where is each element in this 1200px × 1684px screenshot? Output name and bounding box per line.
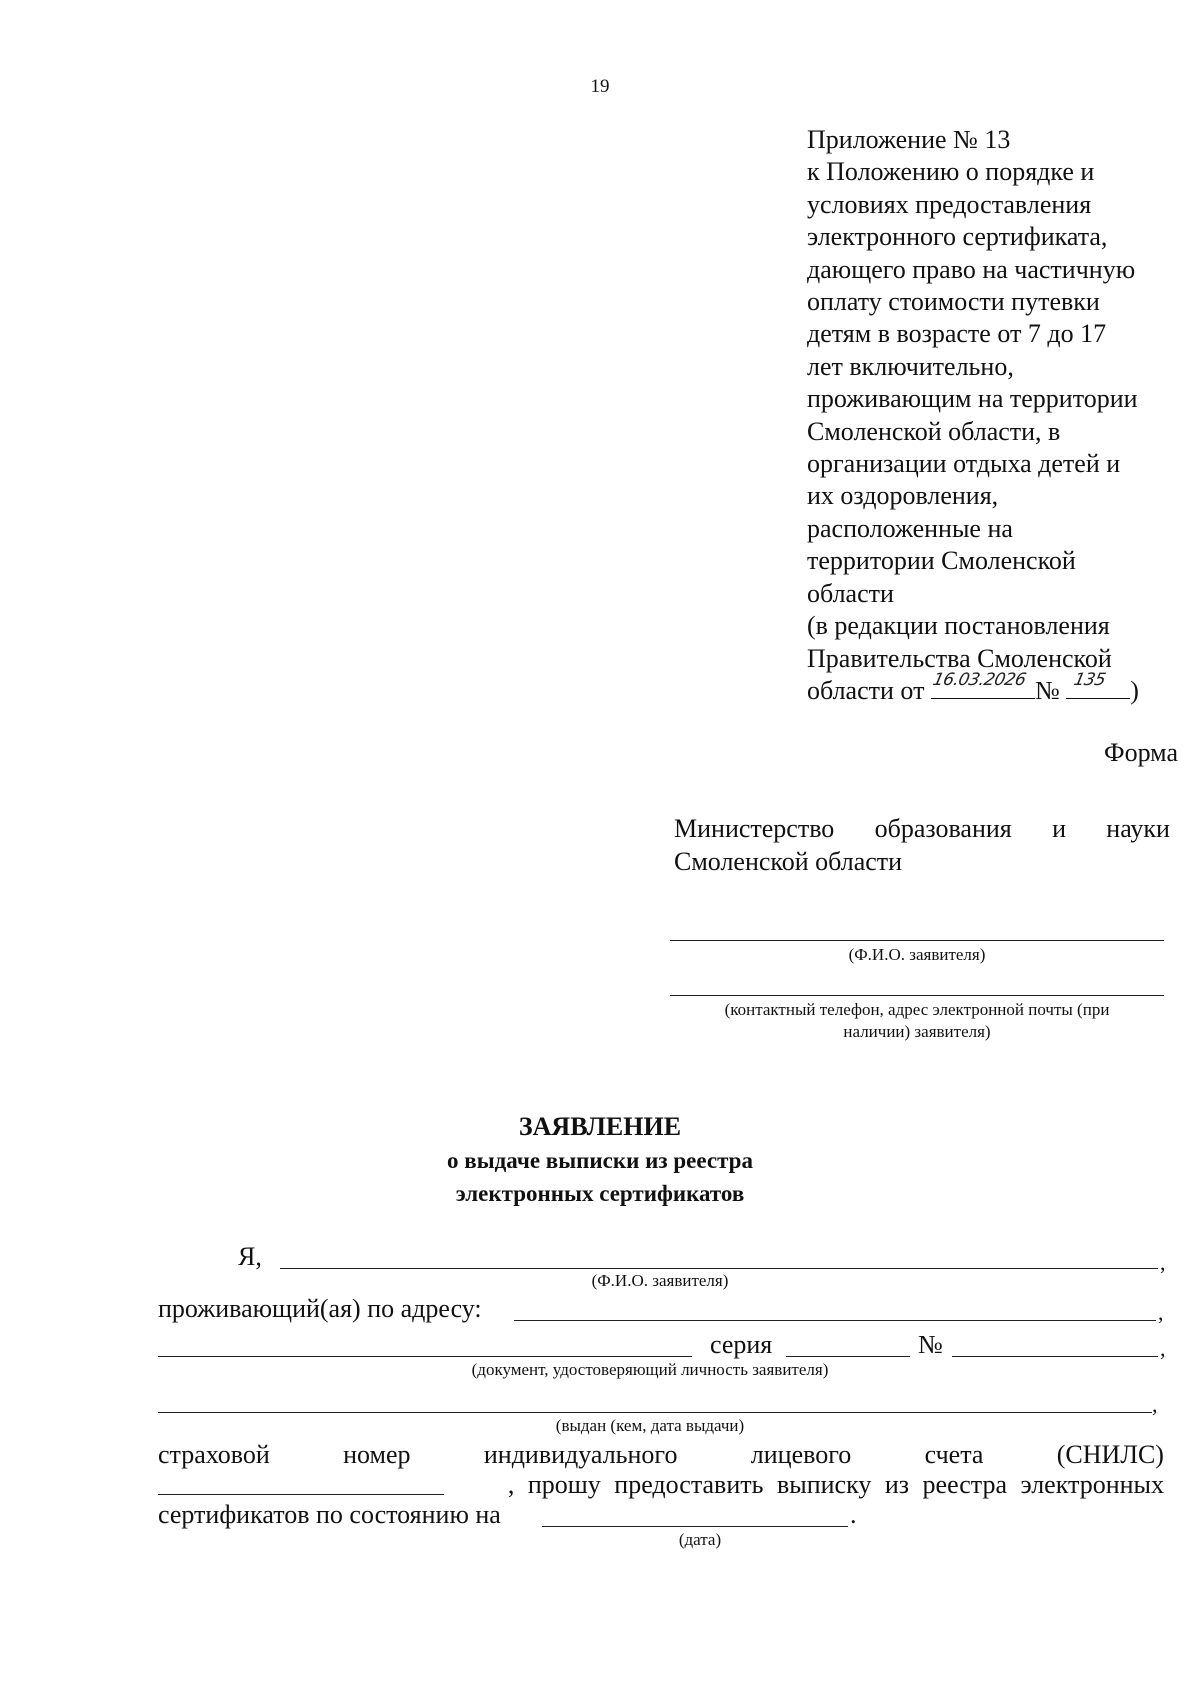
appendix-line: Правительства Смоленской — [807, 643, 1112, 673]
series-label: серия — [710, 1330, 773, 1359]
appendix-line: Смоленской области, в — [807, 416, 1061, 446]
snils-word: страховой — [158, 1440, 270, 1469]
comma: , — [1152, 1392, 1158, 1417]
state-date-field[interactable] — [542, 1526, 848, 1527]
form-label: Форма — [1104, 738, 1178, 767]
appendix-line: Приложение № 13 — [807, 125, 1011, 154]
document-title — [0, 1110, 1200, 1210]
appendix-line: расположенные на — [807, 513, 1013, 543]
contact-line — [670, 995, 1164, 996]
snils-line — [158, 1440, 1164, 1470]
contact-caption-1: (контактный телефон, адрес электронной почты (при — [724, 1000, 1110, 1019]
addressee — [674, 812, 1170, 878]
title-line-3: электронных сертификатов — [455, 1181, 745, 1206]
address-label: проживающий(ая) по адресу: — [158, 1294, 482, 1323]
snils-word: счета — [924, 1440, 984, 1469]
i-label: Я, — [238, 1242, 262, 1271]
document-number-field[interactable] — [952, 1356, 1158, 1357]
appendix-line: области — [807, 578, 894, 608]
addressee-word: Министерство — [674, 814, 835, 843]
resolution-number-field — [1066, 669, 1130, 699]
issued-by-field[interactable] — [158, 1412, 1152, 1413]
applicant-fio-caption: (Ф.И.О. заявителя) — [848, 945, 986, 964]
period: . — [850, 1500, 857, 1529]
comma: , — [1160, 1336, 1166, 1361]
handwritten-number: 135 — [1072, 669, 1108, 690]
appendix-line: лет включительно, — [807, 351, 1014, 381]
appendix-line: к Положению о порядке и — [807, 157, 1095, 187]
addressee-word: образования — [874, 814, 1012, 843]
appendix-line: условиях предоставления — [807, 189, 1092, 219]
appendix-line: проживающим на территории — [807, 384, 1138, 414]
request-text: , прошу предоставить выписку из реестра электронных — [507, 1470, 1164, 1499]
comma: , — [1158, 1300, 1164, 1325]
applicant-name-field[interactable] — [280, 1268, 1158, 1269]
issued-caption: (выдан (кем, дата выдачи) — [555, 1416, 745, 1435]
series-field[interactable] — [786, 1356, 910, 1357]
applicant-name-caption: (Ф.И.О. заявителя) — [591, 1271, 729, 1290]
appendix-line: детям в возрасте от 7 до 17 — [807, 319, 1107, 349]
date-caption: (дата) — [678, 1530, 722, 1549]
document-caption: (документ, удостоверяющий личность заявителя) — [471, 1360, 829, 1379]
addressee-line-2: Смоленской области — [674, 847, 903, 876]
title-main: ЗАЯВЛЕНИЕ — [518, 1112, 682, 1141]
comma: , — [1160, 1250, 1166, 1275]
appendix-reference — [807, 124, 1139, 707]
appendix-line: их оздоровления, — [807, 481, 999, 511]
appendix-line: (в редакции постановления — [807, 611, 1110, 641]
applicant-fio-line — [670, 940, 1164, 941]
address-field[interactable] — [514, 1320, 1156, 1321]
appendix-line: электронного сертификата, — [807, 222, 1108, 252]
addressee-word: и — [1052, 814, 1066, 843]
state-label: сертификатов по состоянию на — [158, 1500, 501, 1529]
appendix-last-line: области от 16.03.2026 № 135 ) — [807, 675, 1139, 707]
snils-field[interactable] — [158, 1494, 444, 1495]
snils-word: номер — [343, 1440, 411, 1469]
resolution-date-field — [930, 669, 1035, 699]
appendix-line: дающего право на частичную — [807, 254, 1136, 284]
addressee-word: науки — [1106, 814, 1170, 843]
number-label: № — [918, 1330, 943, 1359]
document-field[interactable] — [158, 1356, 692, 1357]
snils-word: (СНИЛС) — [1056, 1440, 1164, 1469]
appendix-line: оплату стоимости путевки — [807, 287, 1100, 317]
snils-word: лицевого — [750, 1440, 852, 1469]
handwritten-date: 16.03.2026 — [930, 669, 1028, 690]
appendix-line: организации отдыха детей и — [807, 449, 1121, 479]
snils-word: индивидуального — [483, 1440, 678, 1469]
title-line-2: о выдаче выписки из реестра — [447, 1148, 753, 1173]
contact-caption-2: наличии) заявителя) — [843, 1022, 991, 1041]
appendix-line: территории Смоленской — [807, 546, 1076, 576]
